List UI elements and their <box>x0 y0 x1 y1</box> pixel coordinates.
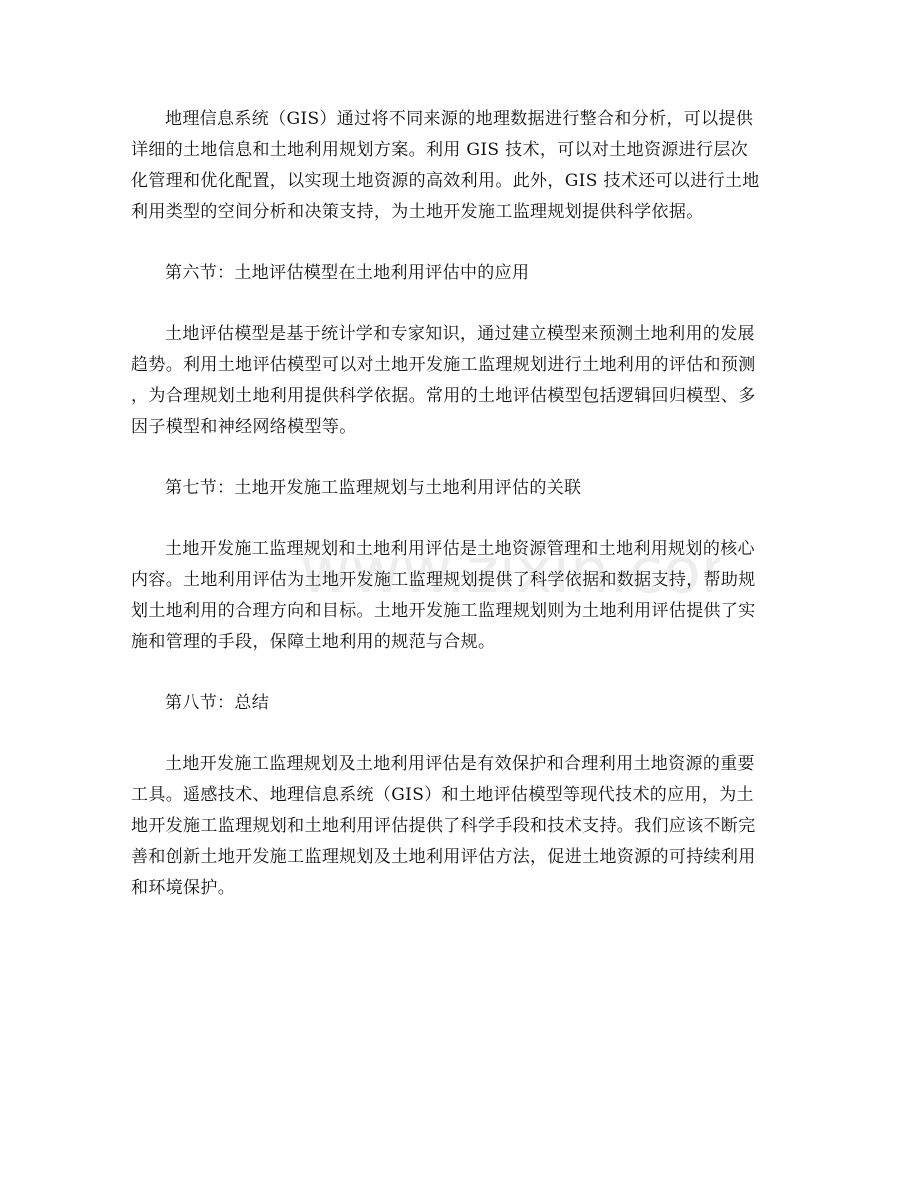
paragraph-line: 地理信息系统（GIS）通过将不同来源的地理数据进行整合和分析，可以提供 <box>165 109 754 129</box>
paragraph-line: 和环境保护。 <box>131 878 236 898</box>
paragraph-line: 因子模型和神经网络模型等。 <box>131 417 357 437</box>
paragraph-line: 内容。土地利用评估为土地开发施工监理规划提供了科学依据和数据支持，帮助规 <box>131 570 756 590</box>
paragraph-line: 地开发施工监理规划和土地利用评估提供了科学手段和技术支持。我们应该不断完 <box>131 816 756 836</box>
watermark-text: www.zixin.co <box>300 534 701 607</box>
paragraph-summary <box>131 749 793 904</box>
paragraph-line: 详细的土地信息和土地利用规划方案。利用 GIS 技术，可以对土地资源进行层次 <box>131 140 749 160</box>
paragraph-gis <box>131 104 793 228</box>
section-heading-8: 第八节：总结 <box>165 693 270 713</box>
document-body <box>131 104 793 904</box>
paragraph-line: 施和管理的手段，保障土地利用的规范与合规。 <box>131 632 496 652</box>
paragraph-line: 土地开发施工监理规划及土地利用评估是有效保护和合理利用土地资源的重要 <box>165 754 755 774</box>
paragraph-line: 利用类型的空间分析和决策支持，为土地开发施工监理规划提供科学依据。 <box>131 202 704 222</box>
paragraph-line: 化管理和优化配置，以实现土地资源的高效利用。此外，GIS 技术还可以进行土地 <box>131 171 760 191</box>
section-heading-7: 第七节：土地开发施工监理规划与土地利用评估的关联 <box>165 478 582 498</box>
paragraph-line: ，为合理规划土地利用提供科学依据。常用的土地评估模型包括逻辑回归模型、多 <box>131 386 756 406</box>
section-heading-6: 第六节：土地评估模型在土地利用评估中的应用 <box>165 263 530 283</box>
paragraph-line: 善和创新土地开发施工监理规划及土地利用评估方法，促进土地资源的可持续利用 <box>131 847 756 867</box>
paragraph-line: 土地开发施工监理规划和土地利用评估是土地资源管理和土地利用规划的核心 <box>165 539 755 559</box>
paragraph-line: 划土地利用的合理方向和目标。土地开发施工监理规划则为土地利用评估提供了实 <box>131 601 756 621</box>
paragraph-line: 工具。遥感技术、地理信息系统（GIS）和土地评估模型等现代技术的应用，为土 <box>131 785 754 805</box>
paragraph-line: 土地评估模型是基于统计学和专家知识，通过建立模型来预测土地利用的发展 <box>165 324 755 344</box>
paragraph-evaluation-model <box>131 319 793 443</box>
paragraph-line: 趋势。利用土地评估模型可以对土地开发施工监理规划进行土地利用的评估和预测 <box>131 355 756 375</box>
paragraph-relationship <box>131 534 793 658</box>
